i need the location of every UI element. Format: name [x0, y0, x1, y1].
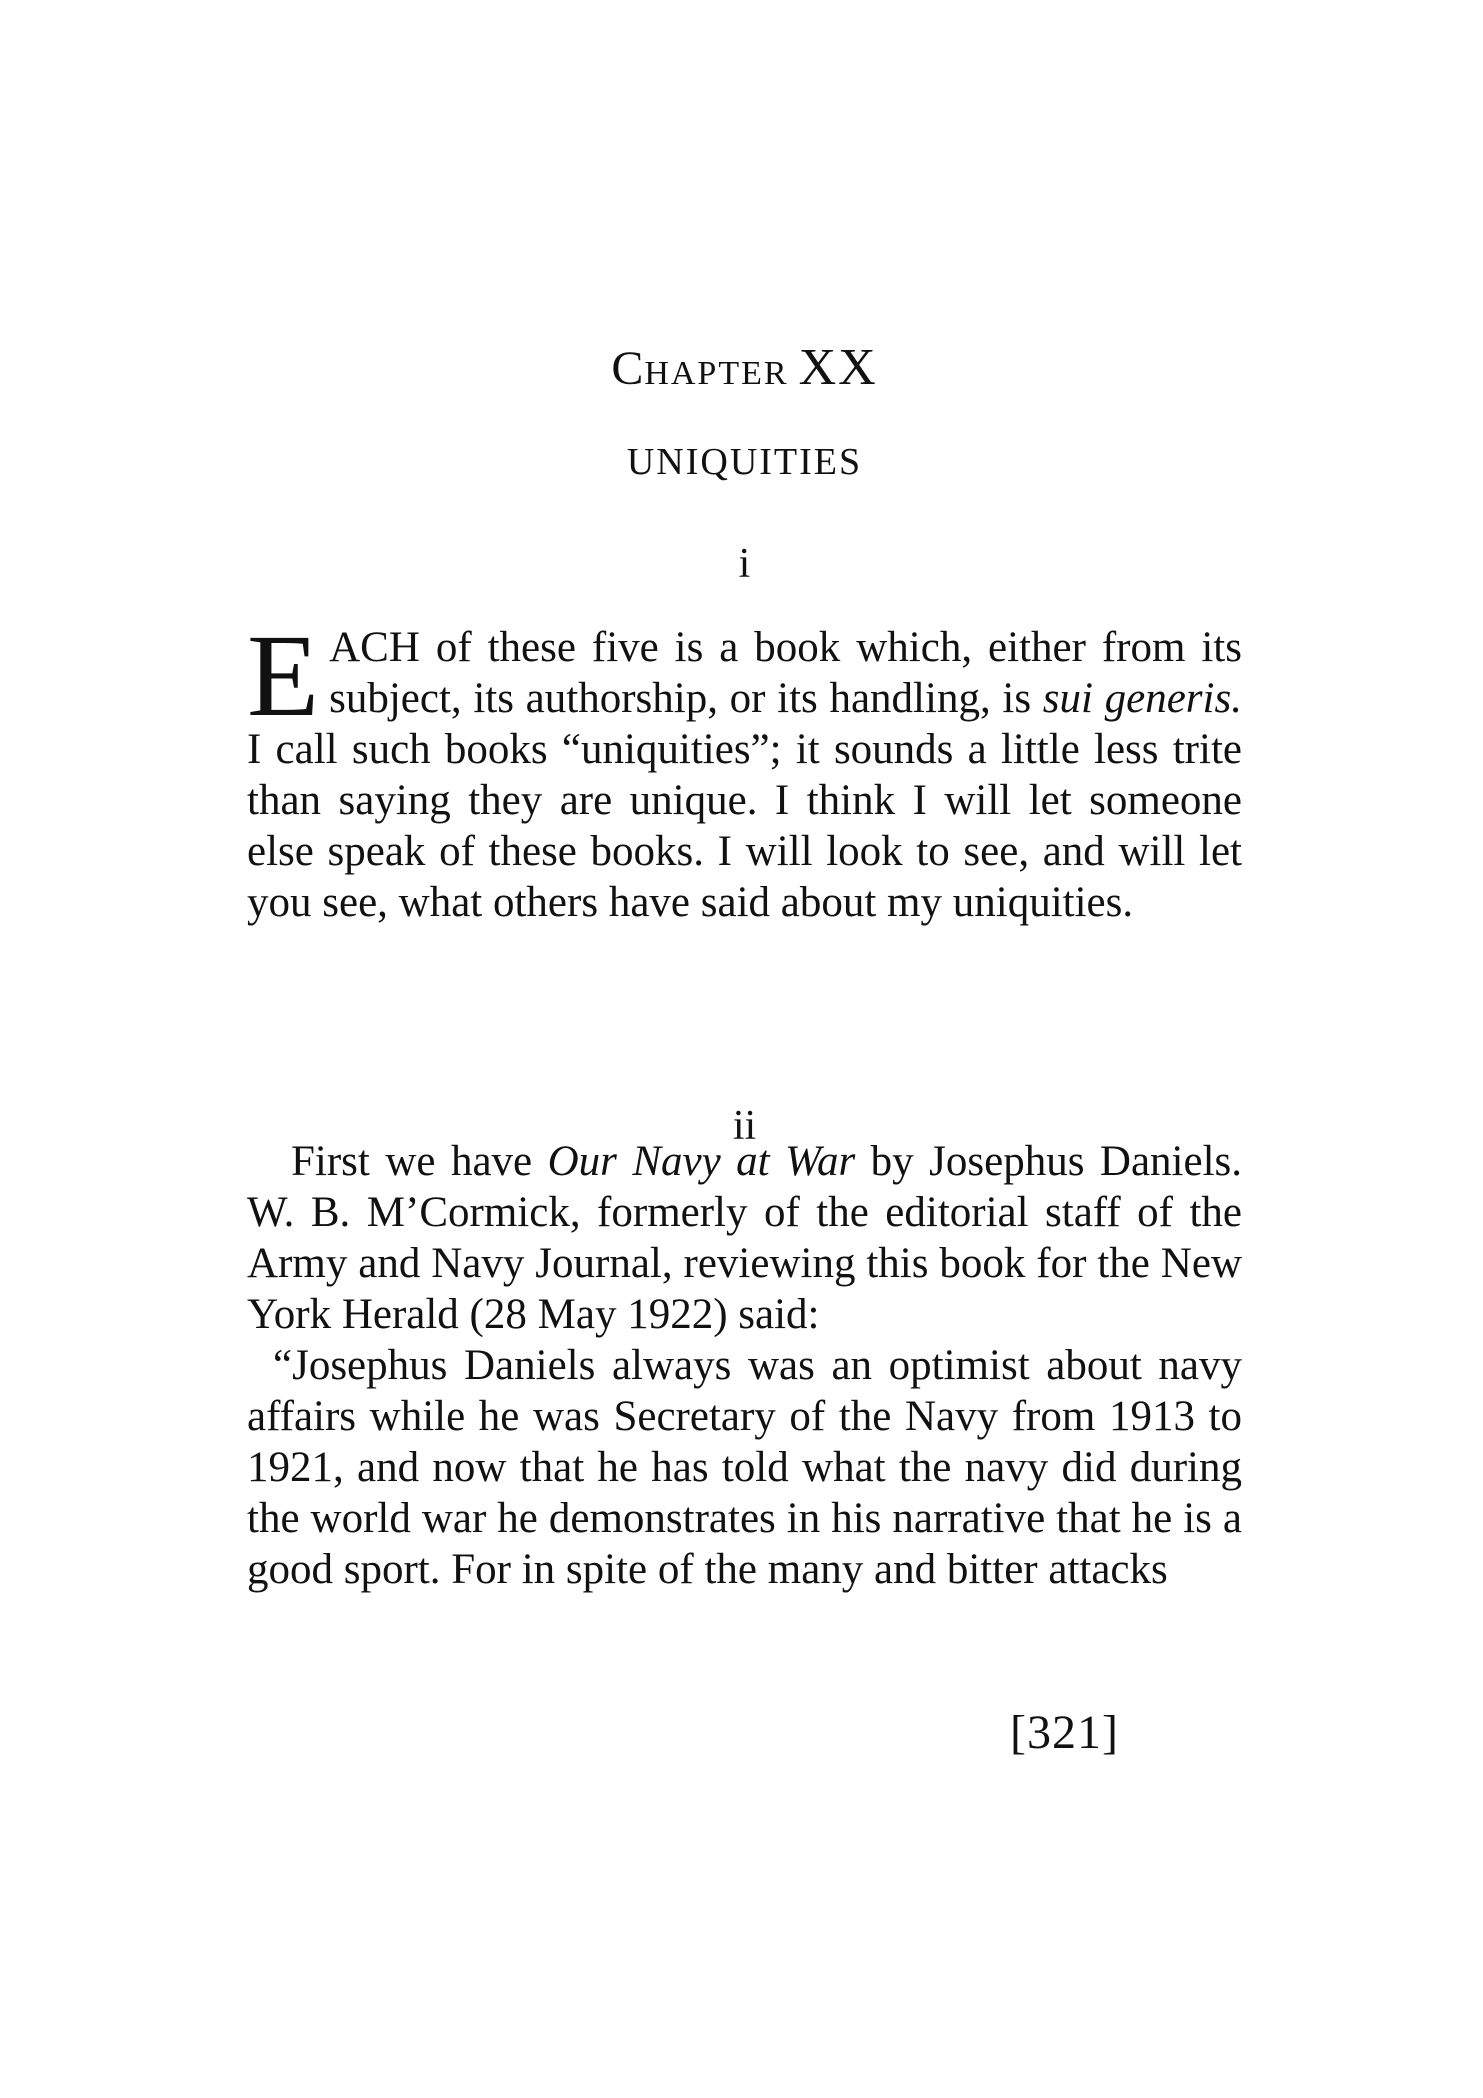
paragraph-intro — [247, 610, 1242, 928]
chapter-label-initial: C — [611, 342, 645, 395]
chapter-numeral: XX — [798, 339, 878, 396]
paragraph-text: “Josephus Daniels always was an optimist about navy affairs while he was Secretary of the Navy from 1913 to 1921, and now that he has told what the navy did during the world war he demonstrates in his narrative that he is a good sport. For in spite of the many and bitter attacks — [247, 1342, 1242, 1593]
paragraph-text: First we have — [291, 1138, 548, 1185]
italic-phrase: sui generis. — [1042, 675, 1242, 722]
section-marker-ii: ii — [732, 1103, 757, 1149]
chapter-label-rest: HAPTER — [644, 355, 789, 392]
section-marker-i: i — [738, 541, 751, 587]
drop-cap: E — [247, 610, 320, 741]
chapter-heading — [247, 338, 1242, 397]
page-number: [321] — [1010, 1706, 1119, 1759]
paragraph-text: of these five is a book which, either from its subject, its authorship, or its handling, is — [329, 624, 1242, 722]
paragraph-quotation — [247, 1340, 1242, 1595]
paragraph-lead-word: ACH — [329, 624, 420, 671]
book-title: Our Navy at War — [547, 1138, 856, 1185]
section-ii-body — [247, 1136, 1242, 1595]
paragraph-text: I call such books “uniquities”; it sounds a little less trite than saying they are unique. I think I will let someone else speak of these books. I will look to see, and will let you see, what others have said about my uniquities. — [247, 726, 1242, 926]
paragraph-text: by Josephus Daniels. W. B. M’Cormick, formerly of the editorial staff of the Army and Navy Journal, reviewing this book for the New York Herald (28 May 1922) said: — [247, 1138, 1243, 1338]
chapter-title: UNIQUITIES — [626, 441, 863, 483]
paragraph-book-intro — [247, 1136, 1242, 1340]
